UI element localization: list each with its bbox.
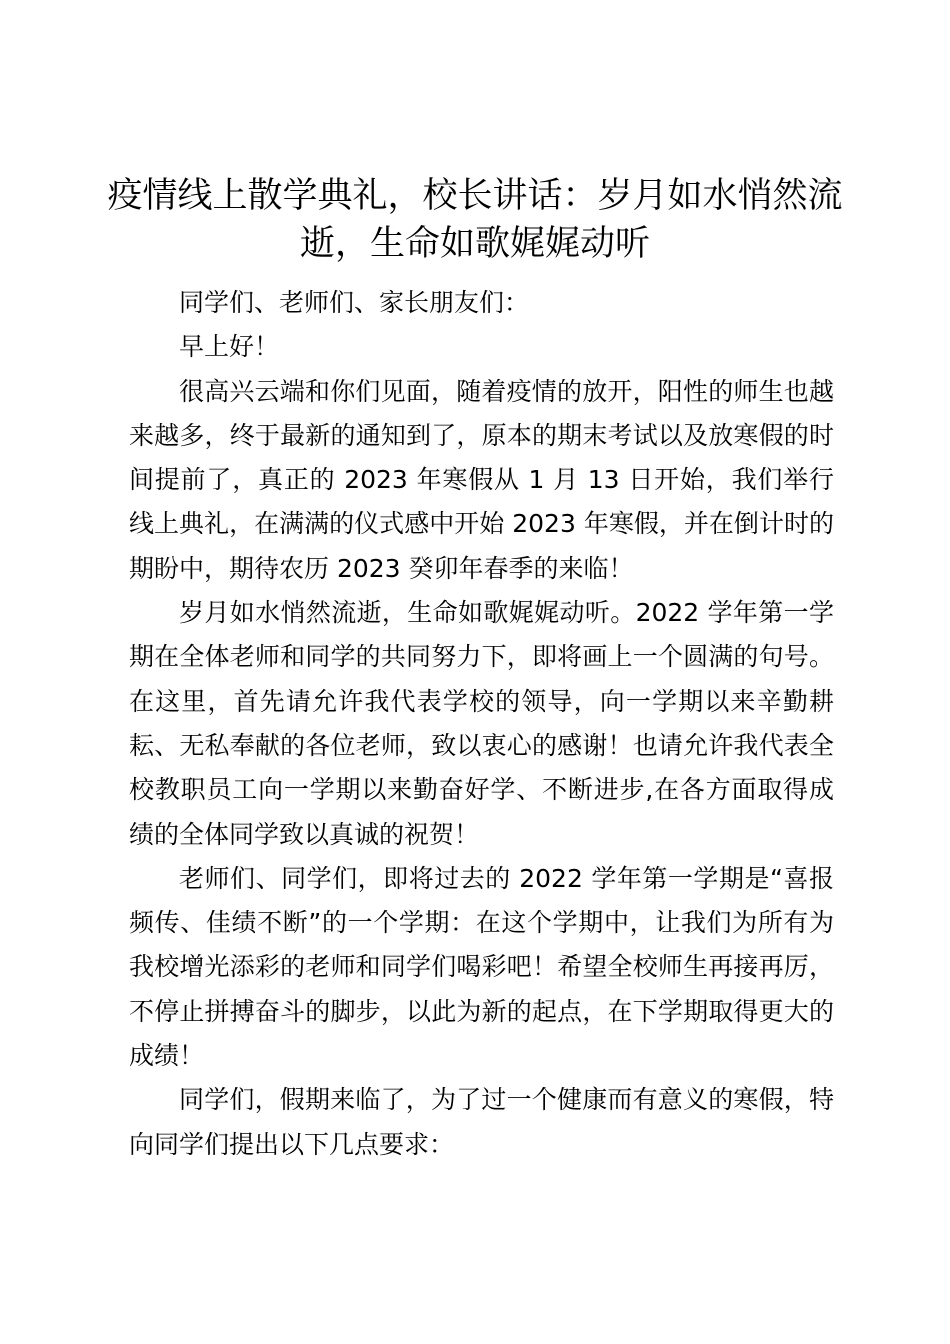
document-body	[129, 281, 834, 1167]
greeting-paragraph: 早上好！	[179, 332, 280, 362]
body-paragraph: 很高兴云端和你们见面，随着疫情的放开，阳性的师生也越来越多，终于最新的通知到了，原本的期末考试以及放寒假的时间提前了，真正的 2023 年寒假从 1 月 13 日开始，我们举行线上典礼，在满满的仪式感中开始 2023 年寒假，并在倒计时的期盼中，期待农历 2023 癸卯年春季的来临！	[129, 376, 834, 583]
body-paragraph: 岁月如水悄然流逝，生命如歌娓娓动听。2022 学年第一学期在全体老师和同学的共同努力下，即将画上一个圆满的句号。在这里，首先请允许我代表学校的领导，向一学期以来辛勤耕耘、无私奉献的各位老师，致以衷心的感谢！也请允许我代表全校教职员工向一学期以来勤奋好学、不断进步,在各方面取得成绩的全体同学致以真诚的祝贺！	[129, 598, 834, 849]
salutation-paragraph: 同学们、老师们、家长朋友们：	[179, 288, 530, 317]
body-paragraph: 同学们，假期来临了，为了过一个健康而有意义的寒假，特向同学们提出以下几点要求：	[129, 1085, 834, 1159]
body-paragraph: 老师们、同学们，即将过去的 2022 学年第一学期是“喜报频传、佳绩不断”的一个学期：在这个学期中，让我们为所有为我校增光添彩的老师和同学们喝彩吧！希望全校师生再接再厉，不停止拼搏奋斗的脚步，以此为新的起点，在下学期取得更大的成绩！	[129, 863, 834, 1071]
document-title: 疫情线上散学典礼，校长讲话：岁月如水悄然流逝，生命如歌娓娓动听	[107, 176, 843, 264]
